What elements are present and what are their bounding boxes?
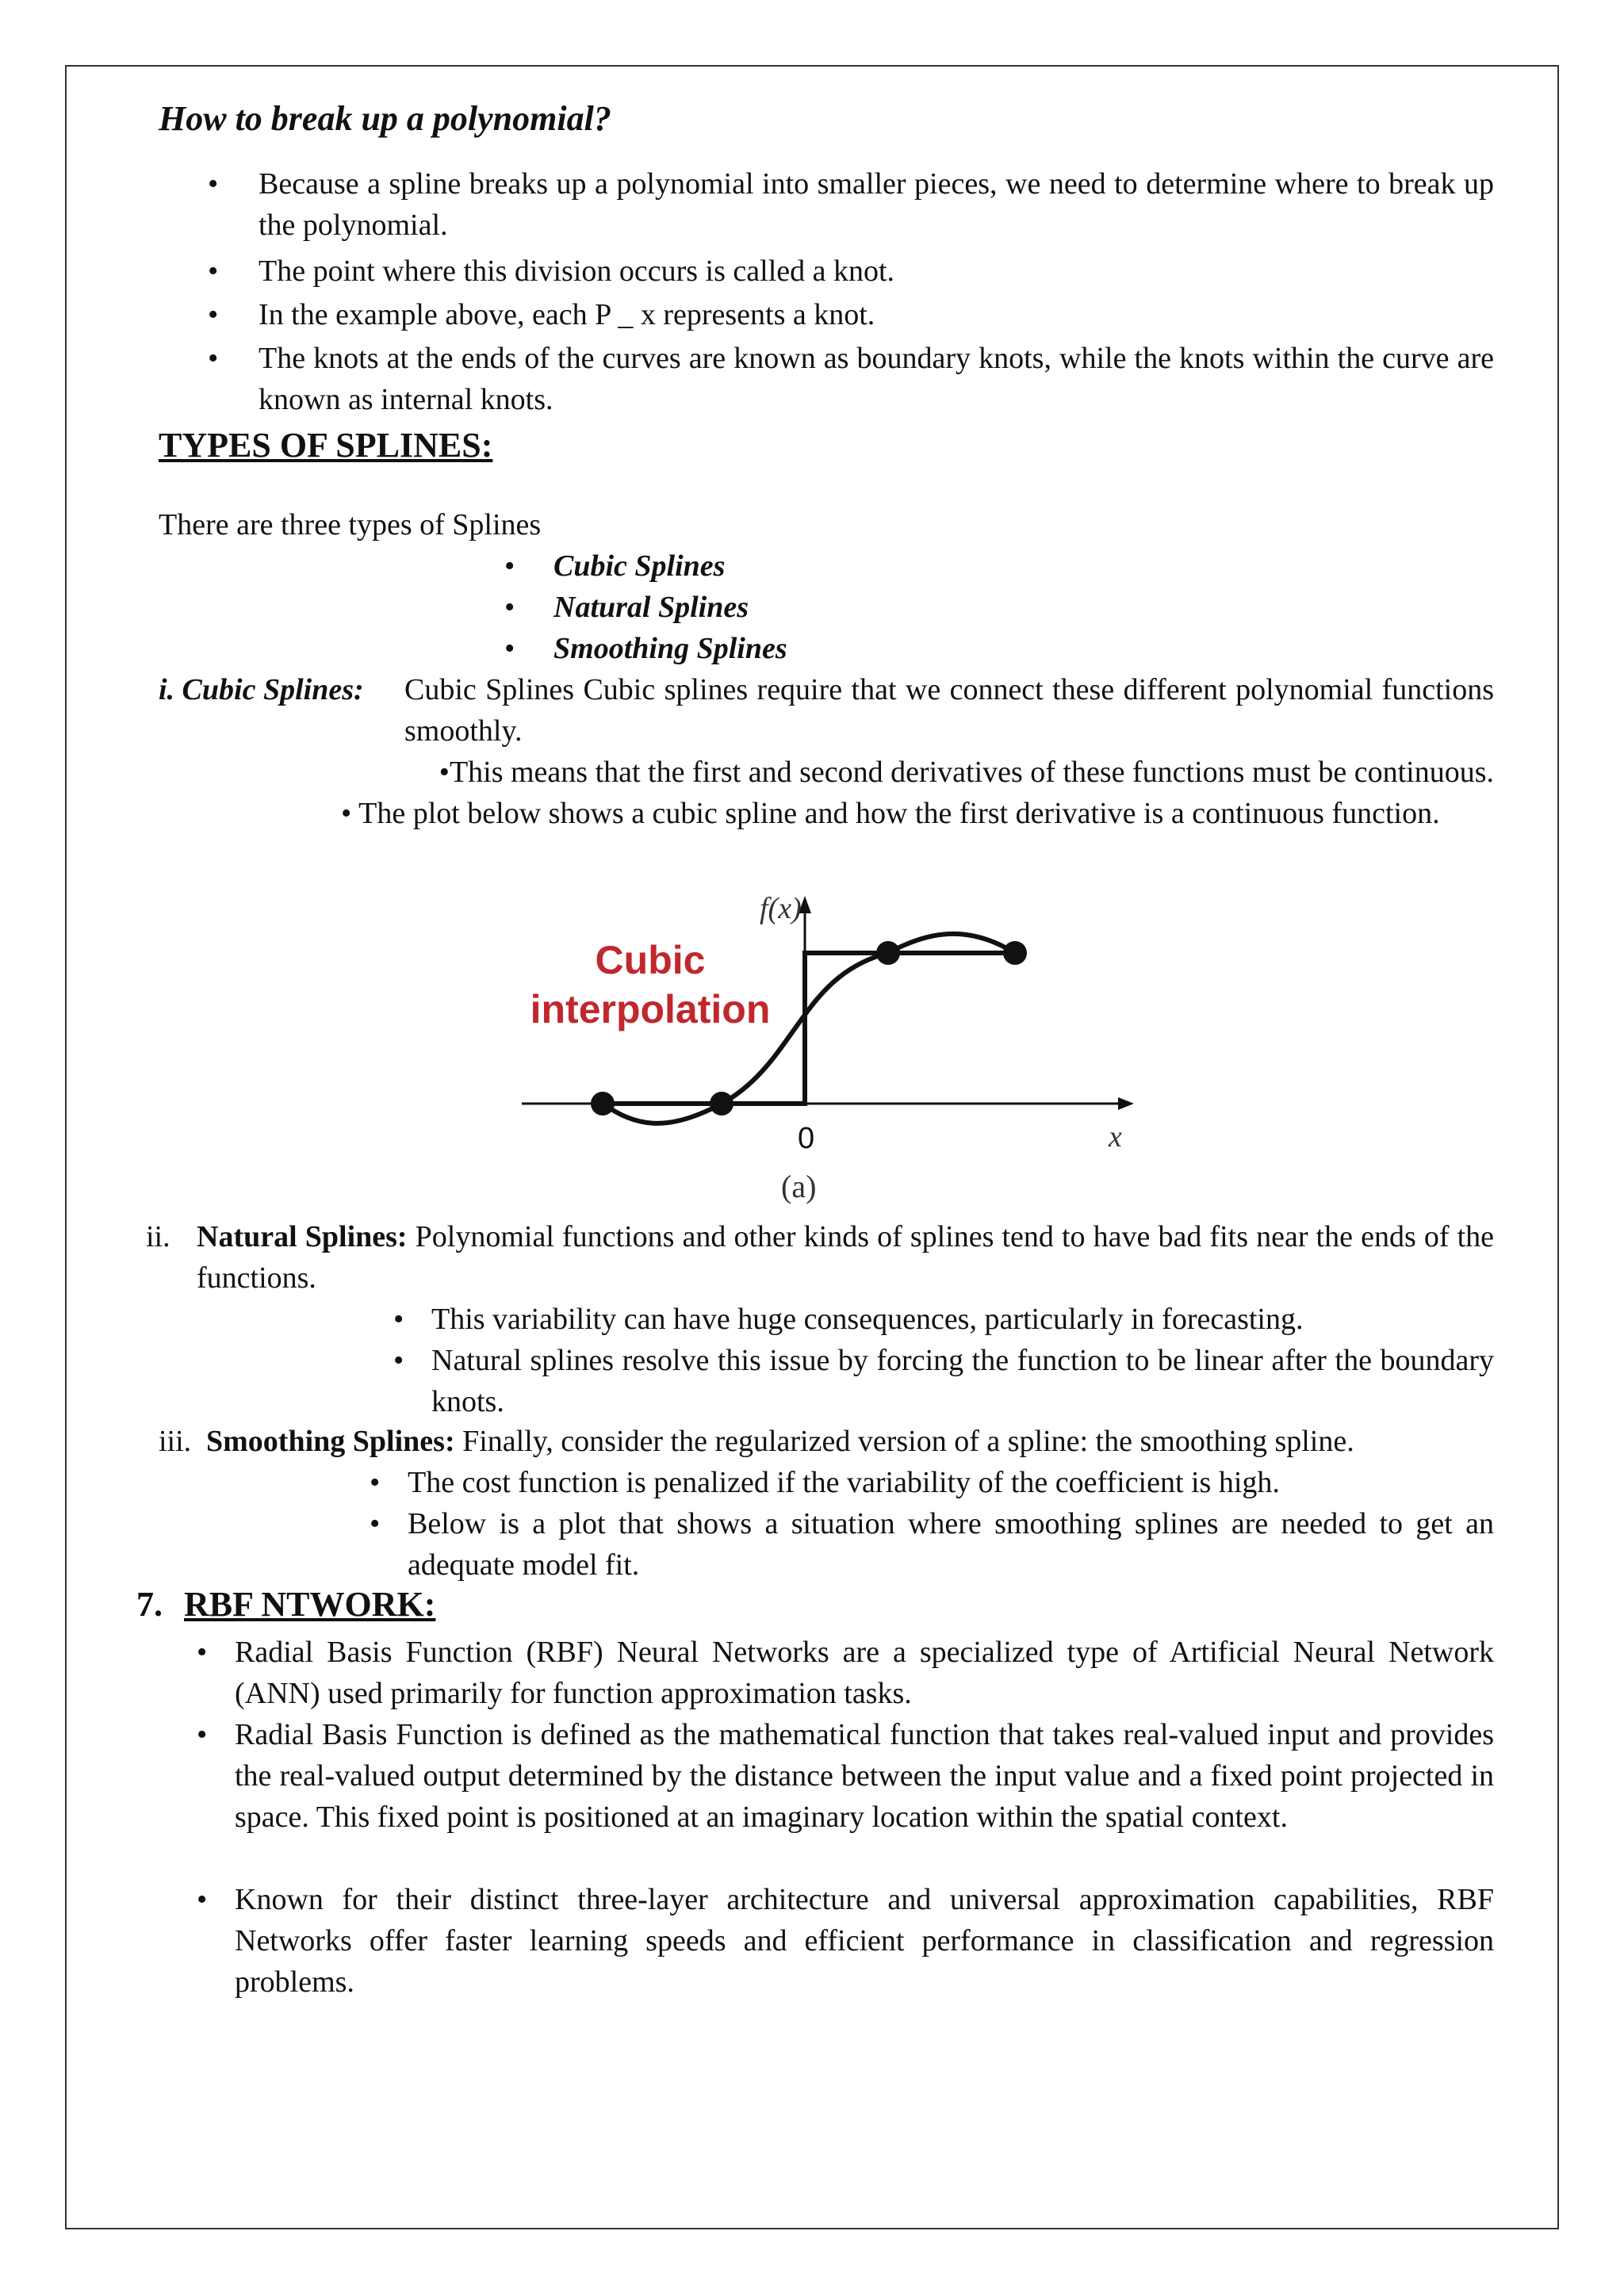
rbf-bullet-3: Known for their distinct three-layer architecture and universal approximation capabilities, RBF Networks offer faster learning speeds and efficient performance in classification and regression problems. [235, 1883, 1494, 1999]
cubic-interpolation-figure [508, 888, 1158, 1221]
section-heading-break: How to break up a polynomial? [159, 99, 611, 138]
figure-xlabel: x [1109, 1120, 1122, 1154]
break-bullet-1: Because a spline breaks up a polynomial into smaller pieces, we need to determine where to break up the polynomial. [259, 167, 1494, 242]
figure-origin-label: 0 [798, 1122, 815, 1155]
bullet-marker: • [208, 167, 219, 201]
natural-bullet-1: This variability can have huge consequences, particularly in forecasting. [431, 1303, 1304, 1336]
bullet-marker: • [197, 1636, 208, 1669]
bullet-marker: • [504, 549, 515, 583]
cubic-bullet-1: •This means that the first and second derivatives of these functions must be continuous. [439, 756, 1494, 789]
smoothing-paragraph [206, 1421, 1494, 1462]
bullet-marker: • [197, 1718, 208, 1751]
bullet-marker: • [393, 1303, 404, 1336]
natural-text: Polynomial functions and other kinds of splines tend to have bad fits near the ends of the functions. [197, 1220, 1494, 1295]
section-heading-types: TYPES OF SPLINES: [159, 426, 493, 465]
figure-title-line2: interpolation [530, 987, 771, 1031]
bullet-marker: • [393, 1344, 404, 1377]
bullet-marker: • [370, 1466, 381, 1499]
section-heading-rbf: RBF NTWORK: [184, 1585, 436, 1624]
smoothing-bullet-1: The cost function is penalized if the variability of the coefficient is high. [408, 1466, 1280, 1499]
smoothing-text: Finally, consider the regularized version of a spline: the smoothing spline. [462, 1425, 1354, 1458]
bullet-marker: • [370, 1507, 381, 1540]
smoothing-bullet-2: Below is a plot that shows a situation where smoothing splines are needed to get an adequate model fit. [408, 1507, 1494, 1582]
figure-ylabel: f(x) [760, 892, 802, 925]
bullet-marker: • [504, 591, 515, 624]
bullet-marker: • [208, 254, 219, 288]
smoothing-marker: iii. [159, 1425, 192, 1458]
rbf-number: 7. [136, 1585, 163, 1624]
bullet-marker: • [208, 298, 219, 331]
rbf-bullet-2: Radial Basis Function is defined as the mathematical function that takes real-valued input and provides the real-valued output determined by the distance between the input value and a fixed point projected in space. This fixed point is positioned at an imaginary location within the spatial context. [235, 1718, 1494, 1834]
break-bullet-2: The point where this division occurs is called a knot. [259, 254, 895, 288]
bullet-marker: • [197, 1883, 208, 1916]
smoothing-label: Smoothing Splines: [206, 1425, 455, 1458]
knot-point [591, 1092, 615, 1115]
break-bullet-3: In the example above, each P _ x represents a knot. [259, 298, 875, 331]
natural-paragraph [197, 1216, 1494, 1299]
knot-point [710, 1092, 733, 1115]
figure-title-line1: Cubic [595, 938, 706, 982]
cubic-bullet-2: • The plot below shows a cubic spline and how the first derivative is a continuous function. [341, 797, 1440, 830]
bullet-marker: • [208, 342, 219, 375]
types-item-natural: Natural Splines [553, 591, 749, 624]
x-axis-arrow [1118, 1097, 1134, 1110]
natural-bullet-2: Natural splines resolve this issue by forcing the function to be linear after the boundary knots. [431, 1344, 1494, 1418]
cubic-text: Cubic Splines Cubic splines require that we connect these different polynomial functions smoothly. [404, 673, 1494, 748]
bullet-marker: • [504, 632, 515, 665]
cubic-label: i. Cubic Splines: [159, 673, 364, 706]
types-item-cubic: Cubic Splines [553, 549, 726, 583]
knot-point [1003, 941, 1027, 965]
natural-label: Natural Splines: [197, 1220, 408, 1253]
rbf-bullet-1: Radial Basis Function (RBF) Neural Networks are a specialized type of Artificial Neural Network (ANN) used primarily for function approximation tasks. [235, 1636, 1494, 1710]
break-bullet-4: The knots at the ends of the curves are known as boundary knots, while the knots within the curve are known as internal knots. [259, 342, 1494, 416]
natural-marker: ii. [146, 1220, 170, 1253]
figure-caption: (a) [781, 1169, 817, 1204]
types-item-smoothing: Smoothing Splines [553, 632, 787, 665]
types-intro: There are three types of Splines [159, 508, 542, 541]
knot-point [876, 941, 900, 965]
